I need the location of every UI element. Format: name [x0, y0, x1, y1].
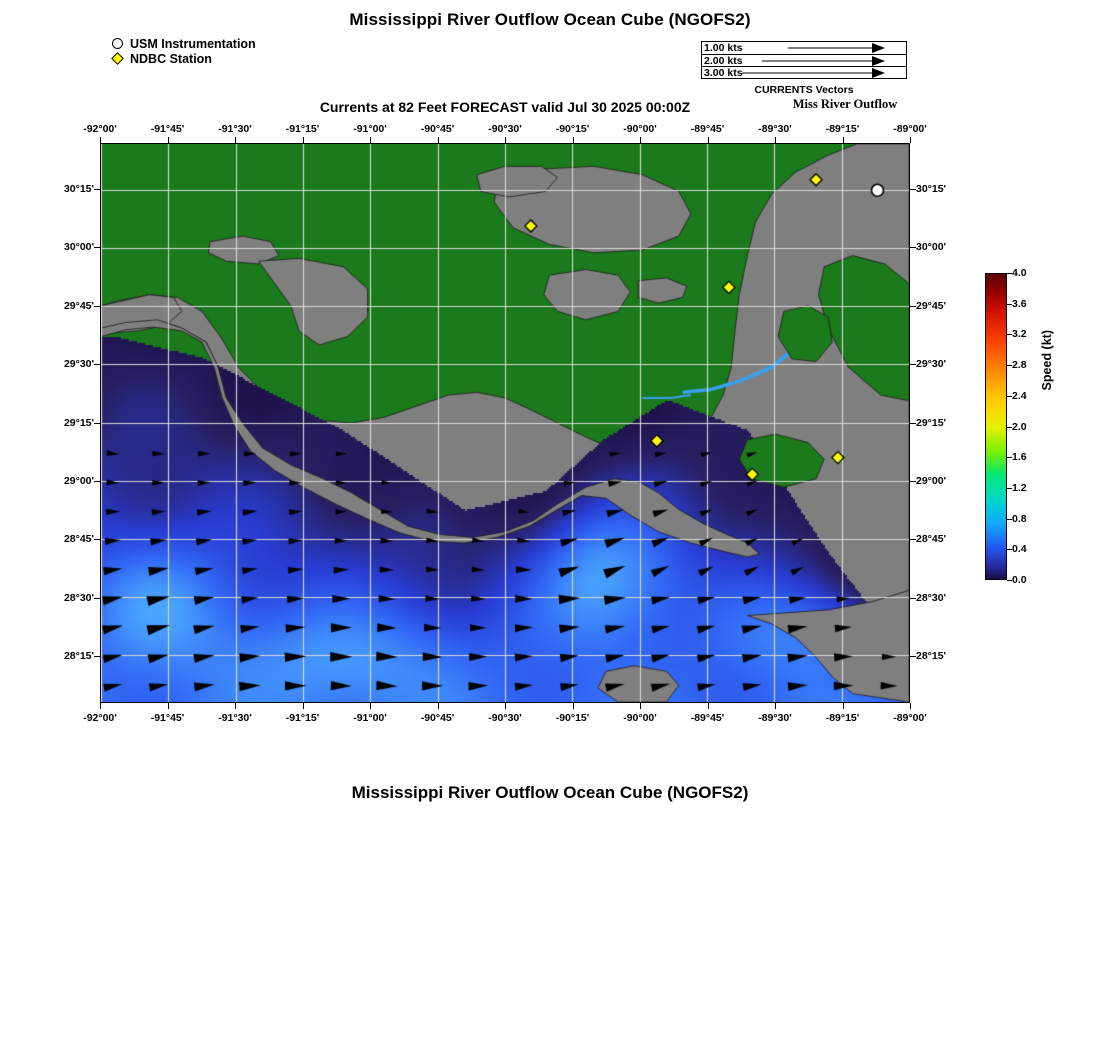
lon-tick-bottom: -89°30' — [758, 712, 792, 724]
vector-key-label-2: 2.00 kts — [704, 54, 743, 67]
axis-tick-mark — [94, 539, 100, 540]
colorbar-tick-mark — [1007, 488, 1012, 489]
lat-tick-left: 28°15' — [63, 650, 94, 662]
lat-tick-right: 29°00' — [916, 474, 947, 487]
circle-marker-icon — [110, 37, 128, 51]
axis-tick-mark — [910, 656, 916, 657]
axis-tick-mark — [438, 137, 439, 143]
lon-tick-bottom: -89°45' — [690, 712, 725, 724]
axis-tick-mark — [505, 703, 506, 709]
axis-tick-mark — [775, 703, 776, 709]
bottom-title: Mississippi River Outflow Ocean Cube (NGOFS2) — [351, 783, 749, 802]
lon-tick-bottom: -89°15' — [825, 712, 860, 724]
axis-tick-mark — [100, 137, 101, 143]
colorbar-tick: 2.4 — [1012, 389, 1027, 402]
lon-tick-top: -89°15' — [825, 123, 860, 135]
region-label: Miss River Outflow — [792, 97, 898, 111]
colorbar-tick-mark — [1007, 396, 1012, 397]
vector-key-row-3 — [702, 67, 906, 80]
axis-tick-mark — [573, 137, 574, 143]
colorbar-tick-mark — [1007, 304, 1012, 305]
axis-tick-mark — [505, 137, 506, 143]
lon-tick-bottom: -90°15' — [555, 712, 590, 724]
lon-tick-top: -89°00' — [893, 123, 927, 135]
lat-tick-left: 29°15' — [63, 416, 94, 429]
legend-label-usm: USM Instrumentation — [130, 37, 256, 51]
lat-tick-left: 30°00' — [63, 241, 94, 254]
colorbar-tick: 4.0 — [1012, 267, 1027, 279]
axis-tick-mark — [910, 137, 911, 143]
colorbar-tick: 1.6 — [1012, 451, 1027, 464]
colorbar-tick: 0.4 — [1012, 543, 1027, 556]
axis-tick-mark — [910, 306, 916, 307]
lon-tick-top: -91°15' — [285, 123, 320, 135]
colorbar-tick: 0.8 — [1012, 512, 1027, 525]
page-title: Mississippi River Outflow Ocean Cube (NGOFS2) — [349, 10, 751, 29]
lon-tick-bottom: -89°00' — [893, 712, 927, 724]
lat-tick-right: 29°30' — [916, 358, 947, 371]
lon-tick-top: -91°00' — [353, 123, 387, 135]
lat-tick-left: 29°30' — [63, 358, 94, 371]
axis-tick-mark — [843, 703, 844, 709]
colorbar-tick: 3.6 — [1012, 297, 1027, 310]
lat-tick-right: 30°15' — [916, 183, 947, 195]
axis-tick-mark — [910, 539, 916, 540]
colorbar-tick-mark — [1007, 334, 1012, 335]
vector-scale-key — [701, 41, 907, 79]
lat-tick-left: 28°30' — [63, 591, 94, 604]
lon-tick-bottom: -90°45' — [420, 712, 455, 724]
vector-key-caption: CURRENTS Vectors — [754, 84, 854, 96]
colorbar-tick-mark — [1007, 457, 1012, 458]
colorbar-tick-mark — [1007, 365, 1012, 366]
vector-key-label-3: 3.00 kts — [704, 67, 743, 80]
axis-tick-mark — [370, 137, 371, 143]
lon-tick-bottom: -91°45' — [150, 712, 185, 724]
diamond-marker-icon — [110, 52, 128, 66]
lon-tick-bottom: -91°30' — [218, 712, 252, 724]
lon-tick-bottom: -90°00' — [623, 712, 657, 724]
colorbar-tick: 0.0 — [1012, 574, 1027, 586]
axis-tick-mark — [910, 423, 916, 424]
marker-legend — [110, 37, 256, 67]
axis-tick-mark — [94, 656, 100, 657]
axis-tick-mark — [303, 137, 304, 143]
axis-tick-mark — [94, 481, 100, 482]
axis-tick-mark — [640, 137, 641, 143]
forecast-subtitle: Currents at 82 Feet FORECAST valid Jul 30 2025 00:00Z — [319, 99, 691, 115]
colorbar-tick-mark — [1007, 519, 1012, 520]
axis-tick-mark — [235, 703, 236, 709]
axis-tick-mark — [438, 703, 439, 709]
lon-tick-top: -92°00' — [83, 123, 117, 135]
colorbar-tick: 1.2 — [1012, 481, 1027, 494]
lon-tick-top: -91°30' — [218, 123, 252, 135]
lon-tick-top: -89°45' — [690, 123, 725, 135]
axis-tick-mark — [910, 598, 916, 599]
lat-tick-right: 30°00' — [916, 241, 947, 254]
lon-tick-top: -91°45' — [150, 123, 185, 135]
axis-tick-mark — [843, 137, 844, 143]
axis-tick-mark — [708, 703, 709, 709]
vector-key-row-1 — [702, 42, 906, 55]
colorbar-tick-mark — [1007, 549, 1012, 550]
axis-tick-mark — [910, 703, 911, 709]
lat-tick-left: 30°15' — [63, 183, 94, 195]
lat-tick-left: 28°45' — [63, 533, 94, 546]
axis-tick-mark — [910, 189, 916, 190]
lon-tick-top: -90°45' — [420, 123, 455, 135]
axis-tick-mark — [640, 703, 641, 709]
colorbar-tick: 2.0 — [1012, 420, 1027, 433]
axis-tick-mark — [708, 137, 709, 143]
colorbar-tick: 3.2 — [1012, 328, 1027, 341]
map-canvas — [101, 144, 909, 702]
axis-tick-mark — [94, 189, 100, 190]
speed-colorbar — [985, 273, 1007, 580]
colorbar-tick: 2.8 — [1012, 359, 1027, 372]
colorbar-tick-mark — [1007, 427, 1012, 428]
map-plot-area[interactable] — [100, 143, 910, 703]
lon-tick-top: -89°30' — [758, 123, 792, 135]
axis-tick-mark — [370, 703, 371, 709]
legend-label-ndbc: NDBC Station — [130, 52, 212, 66]
axis-tick-mark — [94, 423, 100, 424]
lon-tick-bottom: -91°00' — [353, 712, 387, 724]
legend-item-usm — [110, 37, 256, 51]
axis-tick-mark — [94, 306, 100, 307]
colorbar-tick-mark — [1007, 580, 1012, 581]
axis-tick-mark — [168, 137, 169, 143]
lon-tick-bottom: -91°15' — [285, 712, 320, 724]
lat-tick-right: 29°45' — [916, 299, 947, 312]
axis-tick-mark — [303, 703, 304, 709]
lon-tick-top: -90°30' — [488, 123, 522, 135]
lat-tick-right: 28°30' — [916, 591, 947, 604]
axis-tick-mark — [94, 247, 100, 248]
axis-tick-mark — [235, 137, 236, 143]
lat-tick-left: 29°00' — [63, 474, 94, 487]
lon-tick-top: -90°15' — [555, 123, 590, 135]
vector-key-label-1: 1.00 kts — [704, 42, 743, 54]
axis-tick-mark — [910, 481, 916, 482]
lat-tick-left: 29°45' — [63, 299, 94, 312]
vector-key-row-2 — [702, 55, 906, 68]
lon-tick-bottom: -92°00' — [83, 712, 117, 724]
colorbar-tick-mark — [1007, 273, 1012, 274]
colorbar-title: Speed (kt) — [1040, 330, 1054, 391]
axis-tick-mark — [775, 137, 776, 143]
lon-tick-top: -90°00' — [623, 123, 657, 135]
axis-tick-mark — [94, 598, 100, 599]
axis-tick-mark — [100, 703, 101, 709]
lon-tick-bottom: -90°30' — [488, 712, 522, 724]
lat-tick-right: 28°45' — [916, 533, 947, 546]
legend-item-ndbc — [110, 52, 256, 66]
axis-tick-mark — [168, 703, 169, 709]
axis-tick-mark — [910, 247, 916, 248]
lat-tick-right: 28°15' — [916, 650, 947, 662]
axis-tick-mark — [910, 364, 916, 365]
lat-tick-right: 29°15' — [916, 416, 947, 429]
axis-tick-mark — [573, 703, 574, 709]
axis-tick-mark — [94, 364, 100, 365]
